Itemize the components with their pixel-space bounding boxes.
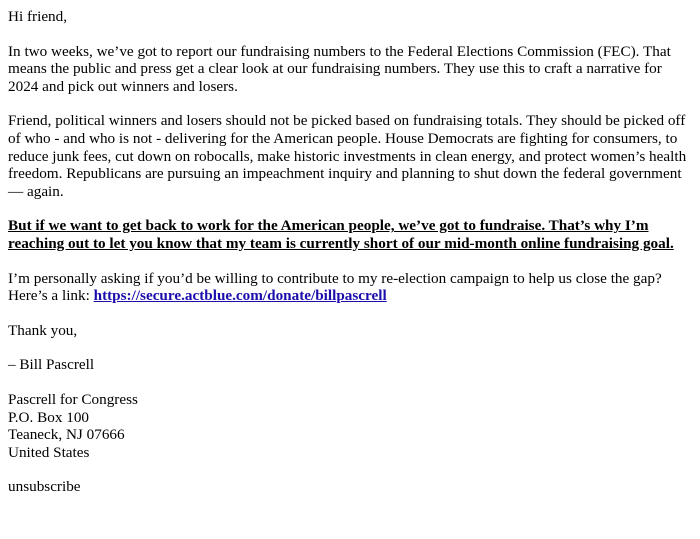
bold-appeal-text: But if we want to get back to work for the American people, we’ve got to fundraise. That’s why I’m reaching out to let you know that my team is currently short of our mid-month online fundraising goal. — [8, 217, 674, 252]
address-line-country: United States — [8, 443, 90, 461]
address-line-po-box: P.O. Box 100 — [8, 408, 90, 426]
paragraph-fec-report: In two weeks, we’ve got to report our fundraising numbers to the Federal Elections Commission (FEC). That means the public and press get a clear look at our fundraising numbers. They use this to craft a narrative for 2024 and pick out winners and losers. — [8, 42, 671, 95]
closing: Thank you, — [8, 321, 78, 339]
address-line-org: Pascrell for Congress — [8, 390, 138, 408]
contribute-text: I’m personally asking if you’d be willing to contribute to my re-election campaign to help us close the gap? Here’s a link: — [8, 269, 662, 305]
address-line-city: Teaneck, NJ 07666 — [8, 426, 125, 444]
paragraph-contribute — [8, 270, 692, 305]
greeting: Hi friend, — [8, 8, 68, 25]
unsubscribe-link[interactable]: unsubscribe — [8, 478, 81, 496]
donate-link[interactable]: https://secure.actblue.com/donate/billpascrell — [93, 287, 387, 305]
paragraph-winners-losers: Friend, political winners and losers should not be picked based on fundraising totals. They should be picked off of who - and who is not - delivering for the American people. House Democrats are fighting for consumers, to reduce junk fees, cut down on robocalls, make historic investments in clean energy, and protect women’s health freedom. Republicans are pursuing an impeachment inquiry and planning to shut down the federal government — again. — [8, 112, 687, 200]
mailing-address — [8, 391, 692, 461]
signature: – Bill Pascrell — [8, 356, 95, 374]
paragraph-fundraise-goal — [8, 217, 692, 252]
